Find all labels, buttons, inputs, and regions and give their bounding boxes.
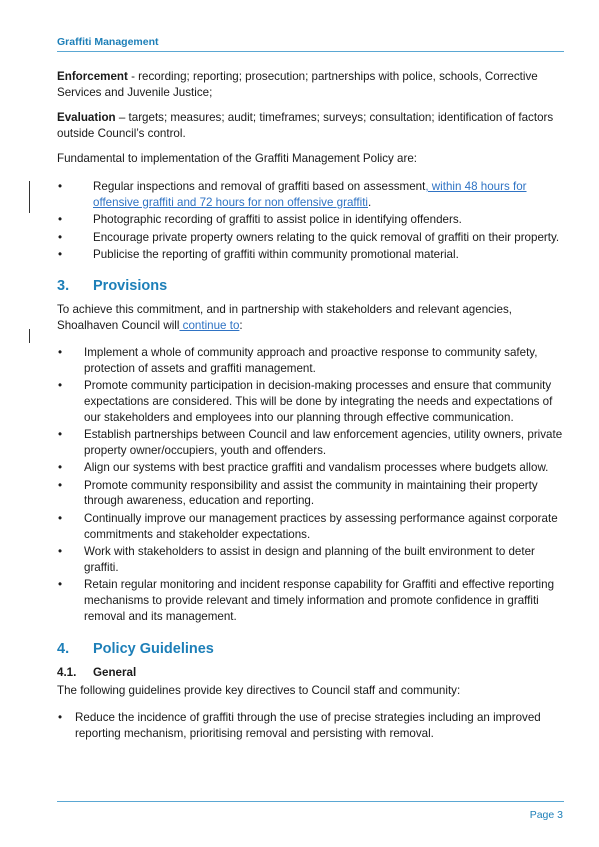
footer-rule [57,801,564,802]
list-item: • Implement a whole of community approach and proactive response to community safety, protection of assets and graffiti management. [57,345,564,376]
provisions-list [57,345,564,624]
enforcement-text: - recording; reporting; prosecution; partnerships with police, schools, Corrective Services and Juvenile Justice; [57,70,538,99]
guidelines-intro: The following guidelines provide key directives to Council staff and community: [57,683,461,697]
list-item: • Reduce the incidence of graffiti through the use of precise strategies including an improved reporting mechanism, prioritising removal and persisting with removal. [57,710,564,741]
header-rule [57,51,564,52]
subsection-number: 4.1. [57,666,77,680]
section-heading-policy-guidelines [57,640,564,658]
list-item: • Promote community participation in decision-making processes and ensure that community expectations are considered. This will be done by integrating the needs and expectations of our stakeholders and employees into our planning through effective communication. [57,378,564,425]
change-bar [29,329,30,343]
document-body [57,69,564,744]
section-title: Policy Guidelines [93,641,214,658]
subsection-title: General [93,666,137,680]
list-item-tail: . [368,195,372,209]
list-item-text: Regular inspections and removal of graffiti based on assessment [93,179,426,193]
section-heading-provisions [57,277,564,295]
list-item: • Work with stakeholders to assist in design and planning of the built environment to deter graffiti. [57,544,564,575]
provisions-intro-tail: : [239,318,243,332]
list-item: • Retain regular monitoring and incident response capability for Graffiti and effective reporting mechanisms to provide relevant and timely information and promote confidence in graffiti removal and its management. [57,577,564,624]
fundamentals-intro: Fundamental to implementation of the Graffiti Management Policy are: [57,152,418,166]
change-bar [29,181,30,213]
list-item: • Promote community responsibility and assist the community in maintaining their property through awareness, education and reporting. [57,478,564,509]
list-item: • Encourage private property owners relating to the quick removal of graffiti on their property. [57,230,564,246]
provisions-intro [57,302,564,333]
guidelines-list [57,710,564,741]
section-number: 4. [57,641,70,658]
section-title: Provisions [93,277,168,294]
inserted-text: , within 48 hours for offensive graffiti and 72 hours for non offensive graffiti [93,179,527,209]
list-item [57,179,564,210]
evaluation-paragraph [57,110,564,141]
list-item: • Publicise the reporting of graffiti within community promotional material. [57,247,564,263]
evaluation-text: – targets; measures; audit; timeframes; surveys; consultation; identification of factors outside Council’s control. [57,111,554,140]
list-item: • Align our systems with best practice graffiti and vandalism processes where budgets allow. [57,460,564,476]
list-item: • Continually improve our management practices by assessing performance against corporate commitments and stakeholder expectations. [57,511,564,542]
inserted-text: continue to [179,318,240,332]
provisions-intro-text: To achieve this commitment, and in partnership with stakeholders and relevant agencies, Shoalhaven Council will [57,302,512,332]
fundamentals-list [57,179,564,263]
running-header: Graffiti Management [57,36,159,48]
enforcement-term: Enforcement [57,70,128,83]
section-number: 3. [57,277,70,294]
list-item: • Establish partnerships between Council and law enforcement agencies, utility owners, private property owner/occupiers, youth and offenders. [57,427,564,458]
page-number: Page 3 [529,809,563,821]
evaluation-term: Evaluation [57,111,116,125]
subsection-heading-general [57,665,564,681]
enforcement-paragraph [57,69,564,100]
list-item: • Photographic recording of graffiti to assist police in identifying offenders. [57,212,564,228]
